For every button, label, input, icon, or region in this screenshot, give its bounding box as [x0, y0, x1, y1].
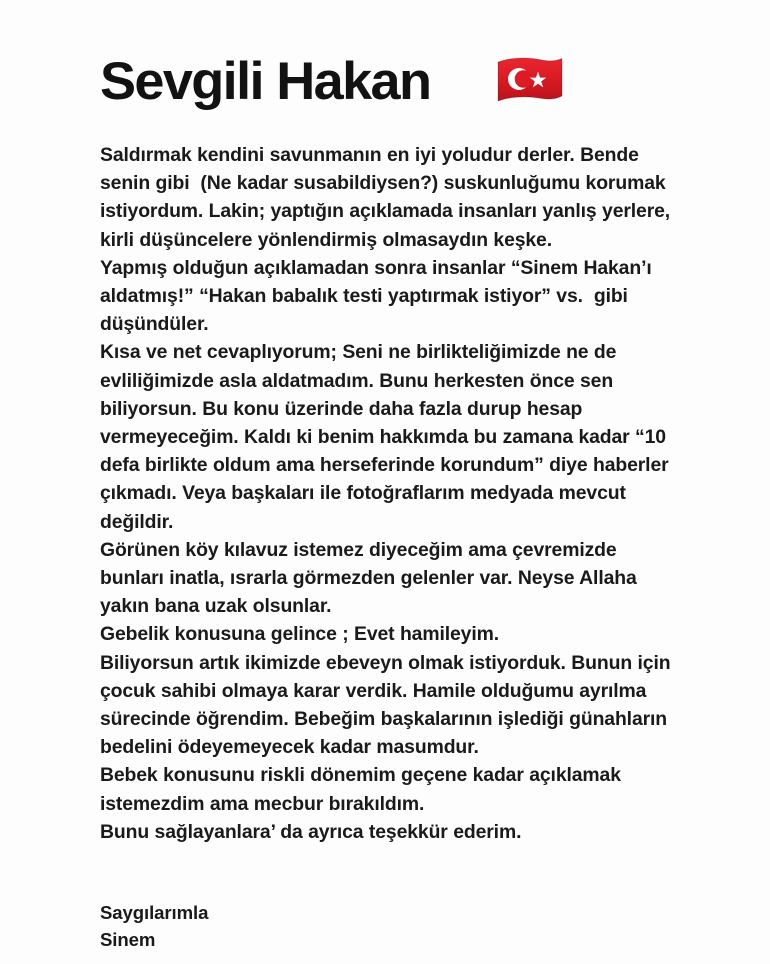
- letter-paragraph: Bebek konusunu riskli dönemim geçene kadar açıklamak istemezdim ama mecbur bırakıldım.: [100, 764, 627, 815]
- letter-body: [100, 141, 678, 846]
- letter-paragraph: Bunu sağlayanlara’ da ayrıca teşekkür ederim.: [100, 820, 522, 843]
- turkish-flag-icon: [494, 55, 566, 105]
- page-title: Sevgili Hakan: [100, 52, 431, 112]
- letter-paragraph: Biliyorsun artık ikimizde ebeveyn olmak istiyorduk. Bunun için çocuk sahibi olmaya karar verdik. Hamile olduğumu ayrılma sürecinde öğrendim. Bebeğim başkalarının işlediği günahların bedelini ödeyemeyecek kadar masumdur.: [100, 651, 676, 759]
- letter-paragraph: Gebelik konusuna gelince ; Evet hamileyim.: [100, 623, 499, 646]
- letter-paragraph: Saldırmak kendini savunmanın en iyi yoludur derler. Bende senin gibi (Ne kadar susabildiysen?) suskunluğumu korumak istiyordum. Lakin; yaptığın açıklamada insanları yanlış yerlere, kirli düşüncelere yönlendirmiş olmasaydın keşke.: [100, 144, 676, 251]
- signature-name: Sinem: [100, 929, 156, 950]
- letter-paragraph: Görünen köy kılavuz istemez diyeceğim ama çevremizde bunları inatla, ısrarla görmezden gelenler var. Neyse Allaha yakın bana uzak olsunlar.: [100, 538, 643, 618]
- letter-paragraph: Kısa ve net cevaplıyorum; Seni ne birlikteliğimizde ne de evliliğimizde asla aldatmadım. Bunu herkesten önce sen biliyorsun. Bu konu üzerinde daha fazla durup hesap vermeyeceğim. Kaldı ki benim hakkımda bu zamana kadar “10 defa birlikte oldum ama herseferinde korundum” diye haberler çıkmadı. Veya başkaları ile fotoğraflarım medyada mevcut değildir.: [100, 341, 675, 533]
- letter-header: [100, 44, 670, 120]
- letter-paragraph: Yapmış olduğun açıklamadan sonra insanlar “Sinem Hakan’ı aldatmış!” “Hakan babalık testi yaptırmak istiyor” vs. gibi düşündüler.: [100, 256, 658, 336]
- signature-closing: Saygılarımla: [100, 902, 209, 923]
- signature-block: [100, 899, 600, 953]
